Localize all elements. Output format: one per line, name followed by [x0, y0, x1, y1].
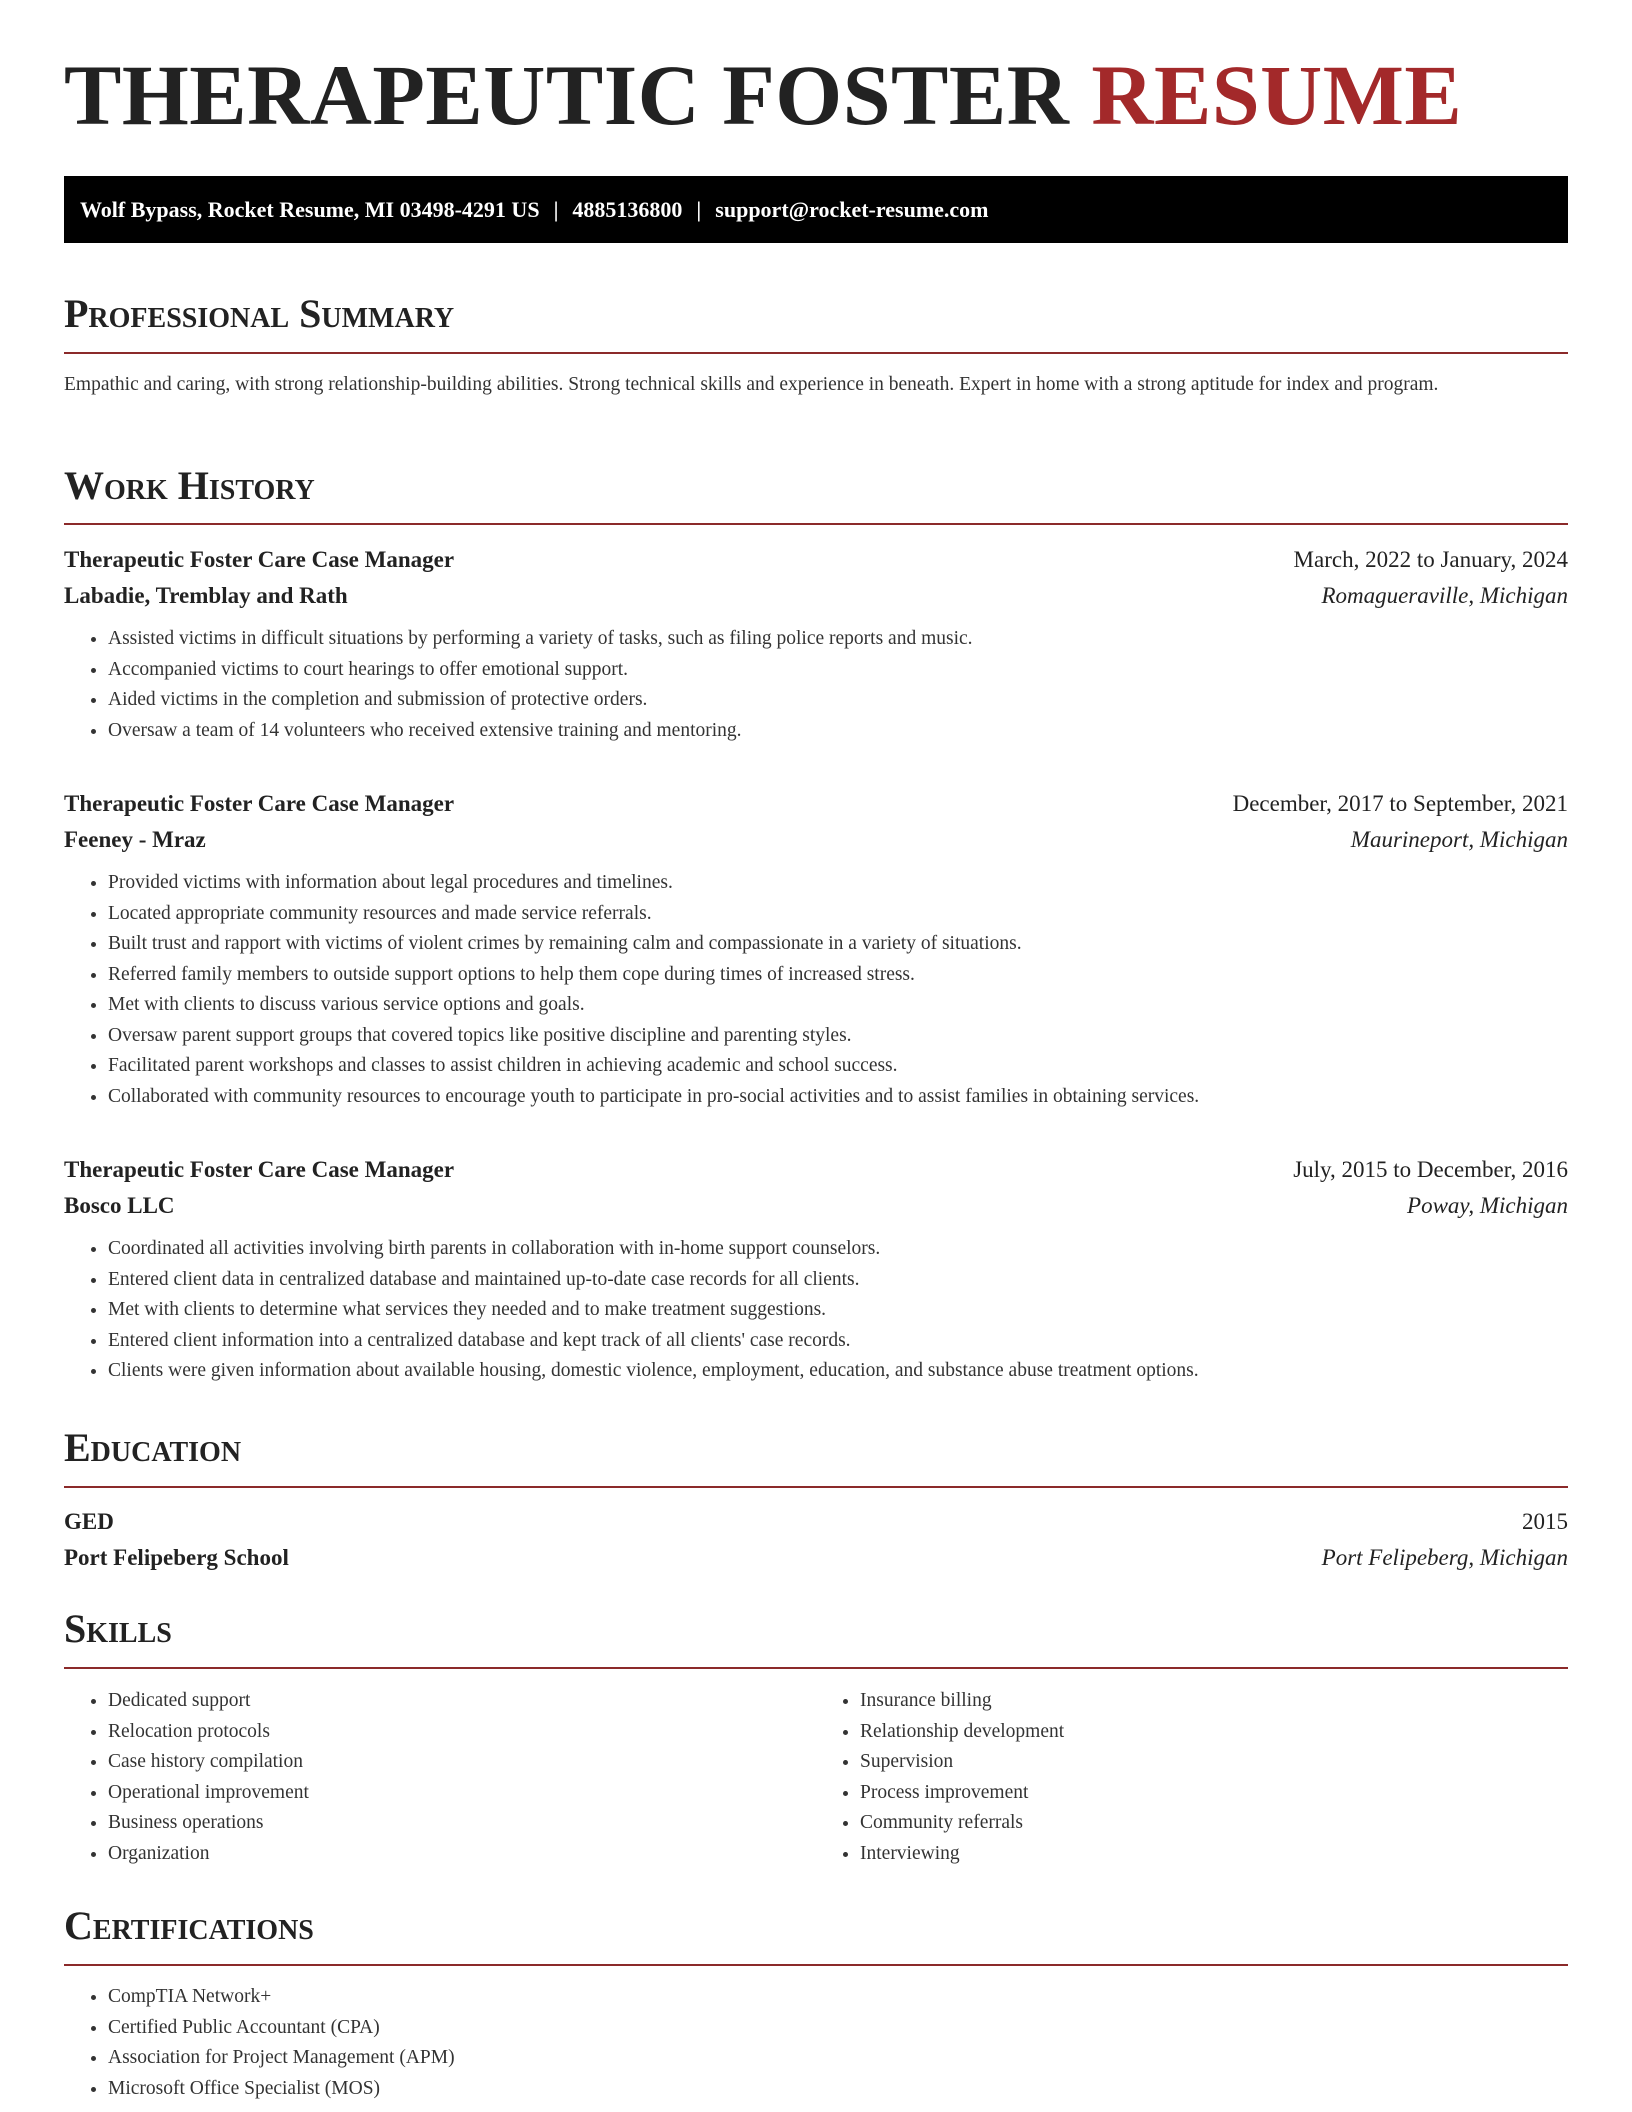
list-item: • Aided victims in the completion and submission of protective orders.: [108, 685, 1568, 716]
skill-item: • Business operations: [108, 1808, 816, 1839]
job-title: Therapeutic Foster Care Case Manager: [64, 791, 455, 816]
section-heading-education: Education: [64, 1428, 1568, 1488]
job-header-row: [64, 1152, 1568, 1188]
education-entry: [64, 1504, 1568, 1576]
contact-bar: [64, 176, 1568, 243]
list-item: • Built trust and rapport with victims of violent crimes by remaining calm and compassionate in a variety of situations.: [108, 929, 1568, 960]
job-company-row: [64, 1188, 1568, 1224]
education-degree-row: [64, 1504, 1568, 1540]
skills-list-right: [816, 1686, 1568, 1869]
title-accent: RESUME: [1091, 47, 1463, 143]
job-company: Bosco LLC: [64, 1193, 175, 1218]
job-dates: July, 2015 to December, 2016: [1293, 1157, 1568, 1182]
section-heading-summary: Professional Summary: [64, 294, 1568, 354]
job-location: Poway, Michigan: [1407, 1193, 1568, 1218]
skill-item: • Supervision: [860, 1747, 1568, 1778]
list-item: • Oversaw parent support groups that covered topics like positive discipline and parenting styles.: [108, 1021, 1568, 1052]
job-title: Therapeutic Foster Care Case Manager: [64, 1157, 455, 1182]
skills-columns: [64, 1686, 1568, 1869]
job-header-row: [64, 786, 1568, 822]
list-item: • Met with clients to determine what services they needed and to make treatment suggestions.: [108, 1295, 1568, 1326]
list-item: • Collaborated with community resources to encourage youth to participate in pro-social activities and to assist families in obtaining services.: [108, 1082, 1568, 1113]
section-heading-work: Work History: [64, 466, 1568, 525]
skill-item: • Insurance billing: [860, 1686, 1568, 1717]
certification-item: • CompTIA Network+: [108, 1982, 1568, 2013]
list-item: • Coordinated all activities involving birth parents in collaboration with in-home support counselors.: [108, 1234, 1568, 1265]
job-location: Romagueraville, Michigan: [1321, 583, 1568, 608]
skill-item: • Organization: [108, 1839, 816, 1870]
certifications-list: [64, 1982, 1568, 2104]
school-name: Port Felipeberg School: [64, 1545, 289, 1570]
list-item: • Met with clients to discuss various service options and goals.: [108, 990, 1568, 1021]
list-item: • Clients were given information about available housing, domestic violence, employment, education, and substance abuse treatment options.: [108, 1356, 1568, 1387]
job-dates: December, 2017 to September, 2021: [1232, 791, 1568, 816]
certification-item: • Association for Project Management (APM): [108, 2043, 1568, 2074]
skill-item: • Case history compilation: [108, 1747, 816, 1778]
skill-item: • Interviewing: [860, 1839, 1568, 1870]
job-company-row: [64, 578, 1568, 614]
job-bullets: [64, 868, 1568, 1112]
summary-text: Empathic and caring, with strong relationship-building abilities. Strong technical skills and experience in beneath. Expert in home with a strong aptitude for index and program.: [64, 374, 1439, 395]
job-location: Maurineport, Michigan: [1350, 827, 1568, 852]
certification-item: • Certified Public Accountant (CPA): [108, 2013, 1568, 2044]
skill-item: • Dedicated support: [108, 1686, 816, 1717]
certification-item: • Microsoft Office Specialist (MOS): [108, 2074, 1568, 2105]
graduation-year: 2015: [1522, 1509, 1568, 1534]
list-item: • Entered client data in centralized database and maintained up-to-date case records for all clients.: [108, 1265, 1568, 1296]
job-bullets: [64, 1234, 1568, 1387]
phone: 4885136800: [572, 196, 683, 222]
separator: |: [696, 196, 702, 222]
list-item: • Facilitated parent workshops and classes to assist children in achieving academic and school success.: [108, 1051, 1568, 1082]
list-item: • Referred family members to outside support options to help them cope during times of increased stress.: [108, 960, 1568, 991]
list-item: • Oversaw a team of 14 volunteers who received extensive training and mentoring.: [108, 716, 1568, 747]
list-item: • Entered client information into a centralized database and kept track of all clients' case records.: [108, 1326, 1568, 1357]
job-entry: [64, 542, 1568, 746]
skill-item: • Relocation protocols: [108, 1717, 816, 1748]
skill-item: • Process improvement: [860, 1778, 1568, 1809]
address: Wolf Bypass, Rocket Resume, MI 03498-4291 US: [80, 196, 540, 222]
school-location: Port Felipeberg, Michigan: [1321, 1545, 1568, 1570]
job-header-row: [64, 542, 1568, 578]
job-entry: [64, 786, 1568, 1112]
job-title: Therapeutic Foster Care Case Manager: [64, 547, 455, 572]
separator: |: [553, 196, 559, 222]
resume-title: [64, 47, 1463, 143]
list-item: • Provided victims with information about legal procedures and timelines.: [108, 868, 1568, 899]
section-heading-skills: Skills: [64, 1609, 1568, 1669]
job-company: Labadie, Tremblay and Rath: [64, 583, 348, 608]
skill-item: • Community referrals: [860, 1808, 1568, 1839]
skill-item: • Operational improvement: [108, 1778, 816, 1809]
job-company: Feeney - Mraz: [64, 827, 206, 852]
job-bullets: [64, 624, 1568, 746]
job-dates: March, 2022 to January, 2024: [1293, 547, 1568, 572]
job-company-row: [64, 822, 1568, 858]
education-school-row: [64, 1540, 1568, 1576]
list-item: • Accompanied victims to court hearings to offer emotional support.: [108, 655, 1568, 686]
degree: GED: [64, 1509, 114, 1534]
section-heading-certifications: Certifications: [64, 1906, 1568, 1966]
title-main: THERAPEUTIC FOSTER: [64, 47, 1092, 143]
list-item: • Located appropriate community resources and made service referrals.: [108, 899, 1568, 930]
skills-list-left: [64, 1686, 816, 1869]
email: support@rocket-resume.com: [715, 196, 989, 222]
certifications-block: [64, 1982, 1568, 2104]
list-item: • Assisted victims in difficult situations by performing a variety of tasks, such as filing police reports and music.: [108, 624, 1568, 655]
skill-item: • Relationship development: [860, 1717, 1568, 1748]
job-entry: [64, 1152, 1568, 1387]
